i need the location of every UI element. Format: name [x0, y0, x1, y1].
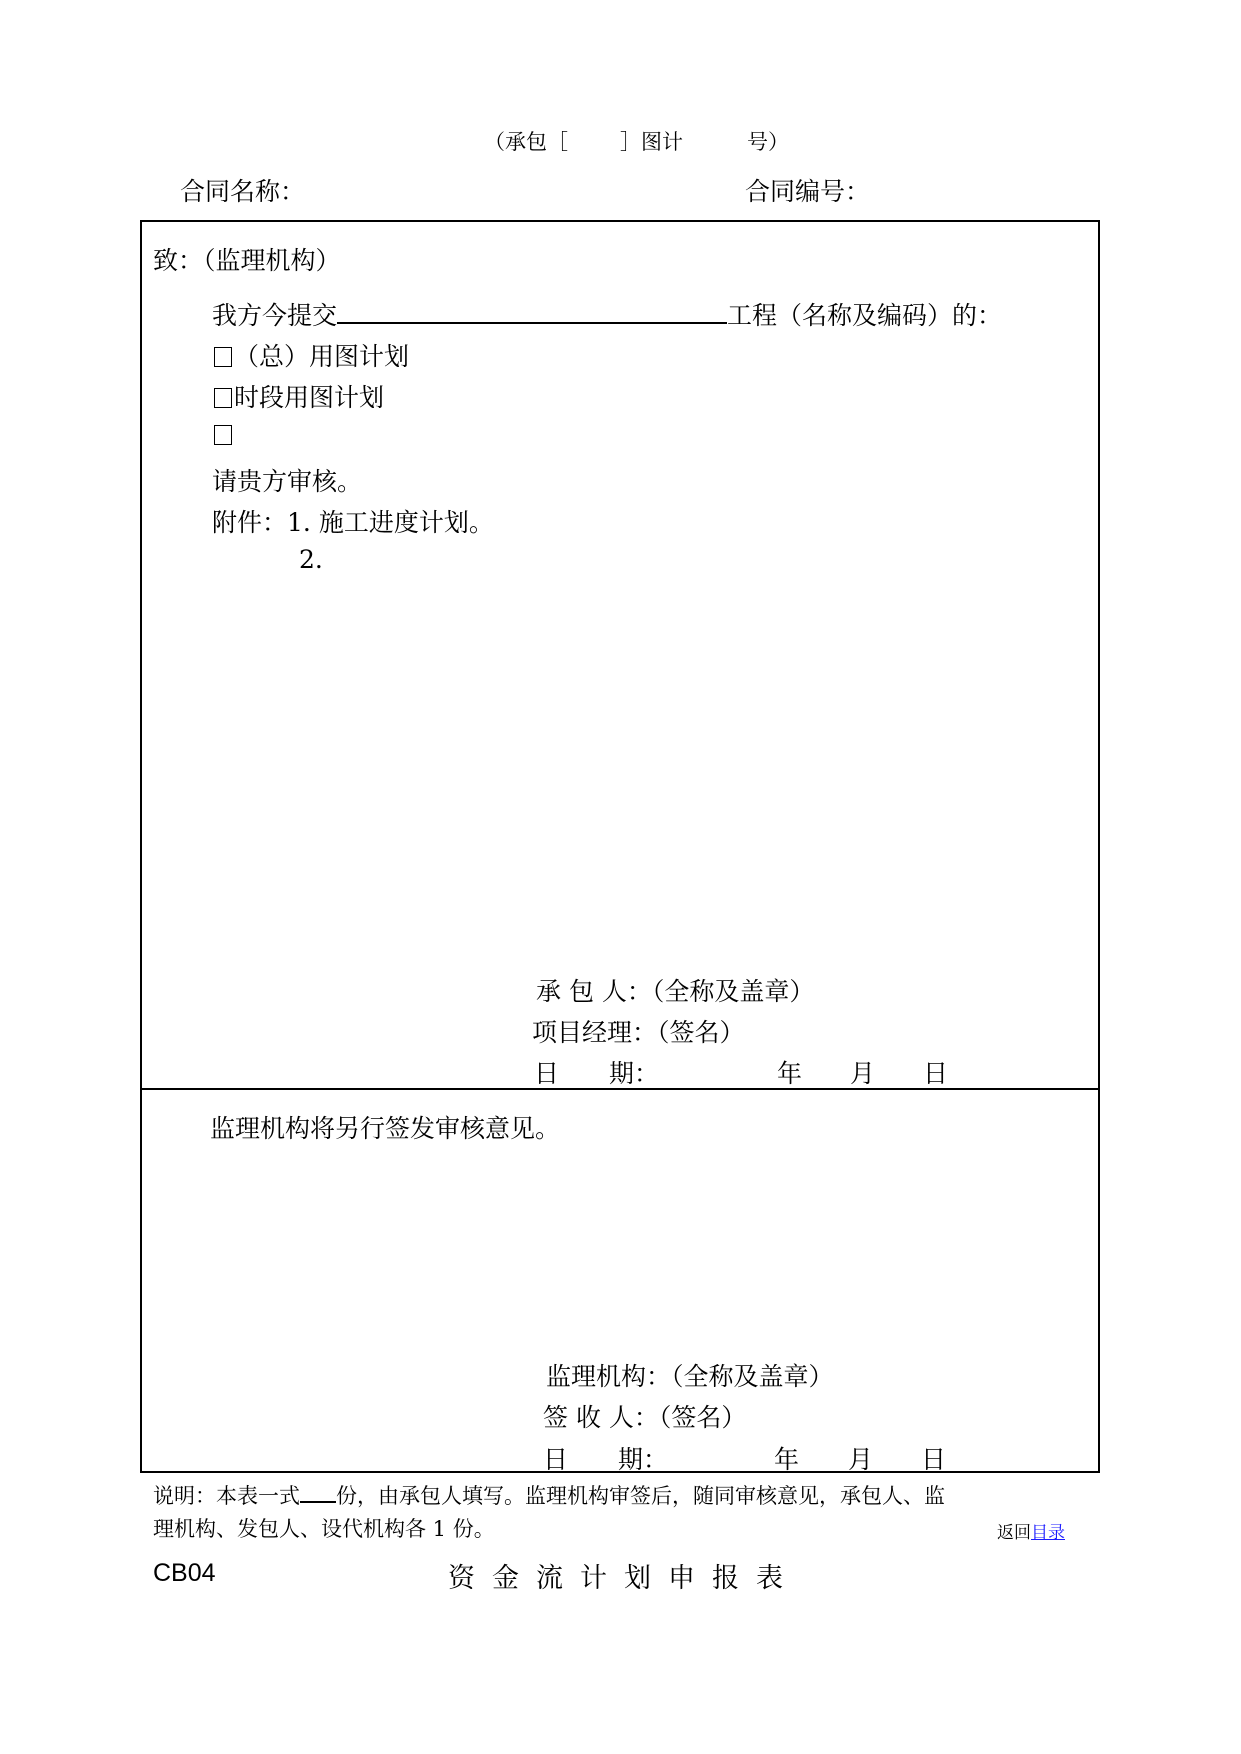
form-code: CB04: [153, 1559, 216, 1587]
form-number-prefix: （承包［: [484, 130, 568, 154]
note-line-1: [153, 1480, 945, 1510]
manager-signature-label: 项目经理：（签名）: [532, 1018, 745, 1047]
return-toc: [997, 1518, 1065, 1543]
note-prefix: 说明：本表一式: [153, 1484, 300, 1508]
contractor-date-year: 年: [777, 1059, 803, 1088]
form-number-suffix: 号）: [747, 130, 789, 154]
checkbox-icon[interactable]: [214, 347, 232, 367]
contractor-date-day: 日: [923, 1059, 949, 1088]
form-number-line: [484, 126, 789, 156]
supervisor-date-month: 月: [848, 1445, 874, 1474]
submit-line: [212, 296, 1002, 332]
checkbox-icon[interactable]: [214, 388, 232, 408]
contractor-date-month: 月: [850, 1059, 876, 1088]
supervisor-statement: 监理机构将另行签发审核意见。: [210, 1114, 561, 1143]
contractor-signature-label: 承 包 人：（全称及盖章）: [536, 977, 815, 1006]
note-line-2: 理机构、发包人、设代机构各 1 份。: [153, 1517, 495, 1541]
attachment-item: 1. 施工进度计划。: [287, 508, 494, 537]
option-label: 时段用图计划: [234, 383, 385, 412]
option-label: （总）用图计划: [234, 342, 410, 371]
attachments-label: 附件：: [212, 508, 288, 537]
contract-number-label: 合同编号：: [745, 177, 871, 206]
toc-link[interactable]: 目录: [1031, 1523, 1065, 1543]
option-period-plan: [214, 378, 384, 414]
option-other: [214, 420, 234, 449]
return-label: 返回: [997, 1523, 1031, 1543]
review-request: 请贵方审核。: [212, 467, 363, 496]
submit-prefix: 我方今提交: [212, 301, 338, 330]
form-number-middle: ］图计: [620, 130, 683, 154]
supervisor-date-day: 日: [921, 1445, 947, 1474]
supervisor-signature-label: 监理机构：（全称及盖章）: [546, 1362, 834, 1391]
receiver-signature-label: 签 收 人：（签名）: [543, 1403, 747, 1432]
attachments-line: [212, 503, 494, 539]
submit-suffix: 工程（名称及编码）的：: [727, 301, 1003, 330]
contractor-date-label: 日 期：: [534, 1059, 660, 1088]
supervisor-date-year: 年: [774, 1445, 800, 1474]
copies-blank[interactable]: [300, 1483, 336, 1503]
contract-name-label: 合同名称：: [180, 177, 306, 206]
note-suffix: 份，由承包人填写。监理机构审签后，随同审核意见，承包人、监: [336, 1484, 945, 1508]
attachment-item: 2.: [299, 545, 323, 574]
checkbox-icon[interactable]: [214, 425, 232, 445]
supervisor-date-label: 日 期：: [543, 1445, 669, 1474]
option-total-plan: [214, 337, 409, 373]
addressee-line: 致：（监理机构）: [153, 246, 341, 275]
form-title: 资金流计划申报表: [448, 1563, 800, 1594]
project-name-blank[interactable]: [337, 300, 727, 324]
